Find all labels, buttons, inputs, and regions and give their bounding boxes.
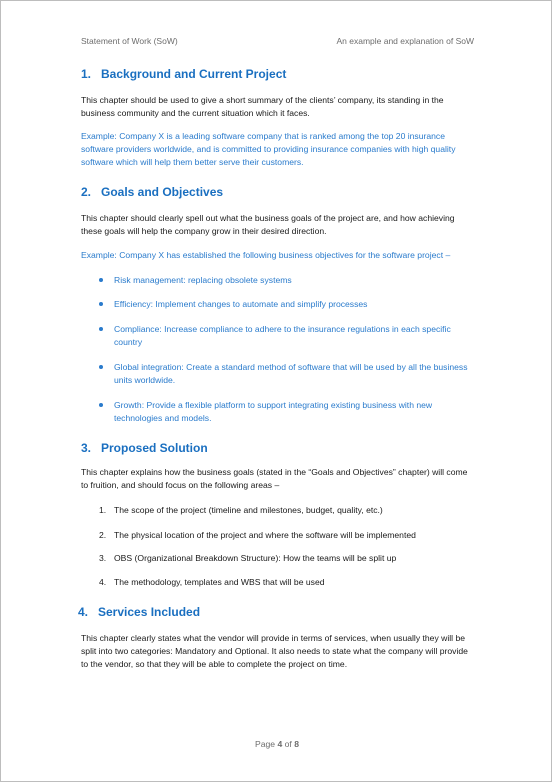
bullet-dot-icon (99, 327, 103, 331)
section-4-number: 4. (78, 605, 89, 619)
section-3-body: This chapter explains how the business goals (stated in the “Goals and Objectives” chapter) will come to fruition, and should focus on the following areas – (81, 467, 468, 490)
section-2-number: 2. (81, 185, 92, 199)
section-3-number: 3. (81, 441, 92, 455)
bullet-dot-icon (99, 302, 103, 306)
numbered-list-item: 4. The methodology, templates and WBS that will be used (99, 577, 325, 587)
section-3-title: Proposed Solution (101, 441, 208, 455)
bullet-item: Global integration: Create a standard method of software that will be used by all the business units worldwide. (99, 361, 479, 387)
section-4-heading (78, 605, 200, 619)
section-1-number: 1. (81, 67, 92, 81)
numbered-list-item: 3. OBS (Organizational Breakdown Structure): How the teams will be split up (99, 553, 397, 563)
section-3-heading (81, 441, 208, 455)
section-4-body: This chapter clearly states what the vendor will provide in terms of services, when usually they will be split into two categories: Mandatory and Optional. It also needs to state what the company will provide to the vendor, so that they will be able to complete the project on time. (81, 633, 468, 669)
header-right: An example and explanation of SoW (336, 36, 474, 46)
total-page-number: 8 (294, 739, 299, 749)
section-1-heading (81, 67, 286, 81)
header-left: Statement of Work (SoW) (81, 36, 178, 46)
section-2-heading (81, 185, 223, 199)
bullet-item: Compliance: Increase compliance to adhere to the insurance regulations in each specific country (99, 323, 479, 349)
section-4-title: Services Included (98, 605, 201, 619)
bullet-dot-icon (99, 365, 103, 369)
bullet-item: Efficiency: Implement changes to automate and simplify processes (99, 298, 479, 311)
section-1-body: This chapter should be used to give a short summary of the clients’ company, its standing in the business community and the current situation which it faces. (81, 95, 444, 118)
section-2-title: Goals and Objectives (101, 185, 224, 199)
section-2-example: Example: Company X has established the following business objectives for the software project – (81, 250, 451, 260)
page-number-footer: Page 4 of 8 (255, 739, 299, 749)
numbered-list-item: 2. The physical location of the project and where the software will be implemented (99, 530, 416, 540)
section-2-body: This chapter should clearly spell out what the business goals of the project are, and how achieving these goals will help the company grow in their desired direction. (81, 213, 455, 236)
current-page-number: 4 (277, 739, 283, 749)
bullet-dot-icon (99, 403, 103, 407)
section-1-example: Example: Company X is a leading software company that is ranked among the top 20 insurance software providers worldwide, and is committed to providing insurance companies with high quality software which will help them better serve their customers. (81, 131, 456, 167)
bullet-item: Risk management: replacing obsolete systems (99, 274, 479, 287)
section-1-title: Background and Current Project (101, 67, 287, 81)
bullet-item: Growth: Provide a flexible platform to support integrating existing business with new technologies and models. (99, 399, 479, 425)
bullet-dot-icon (99, 278, 103, 282)
numbered-list-item: 1. The scope of the project (timeline and milestones, budget, quality, etc.) (99, 505, 383, 515)
